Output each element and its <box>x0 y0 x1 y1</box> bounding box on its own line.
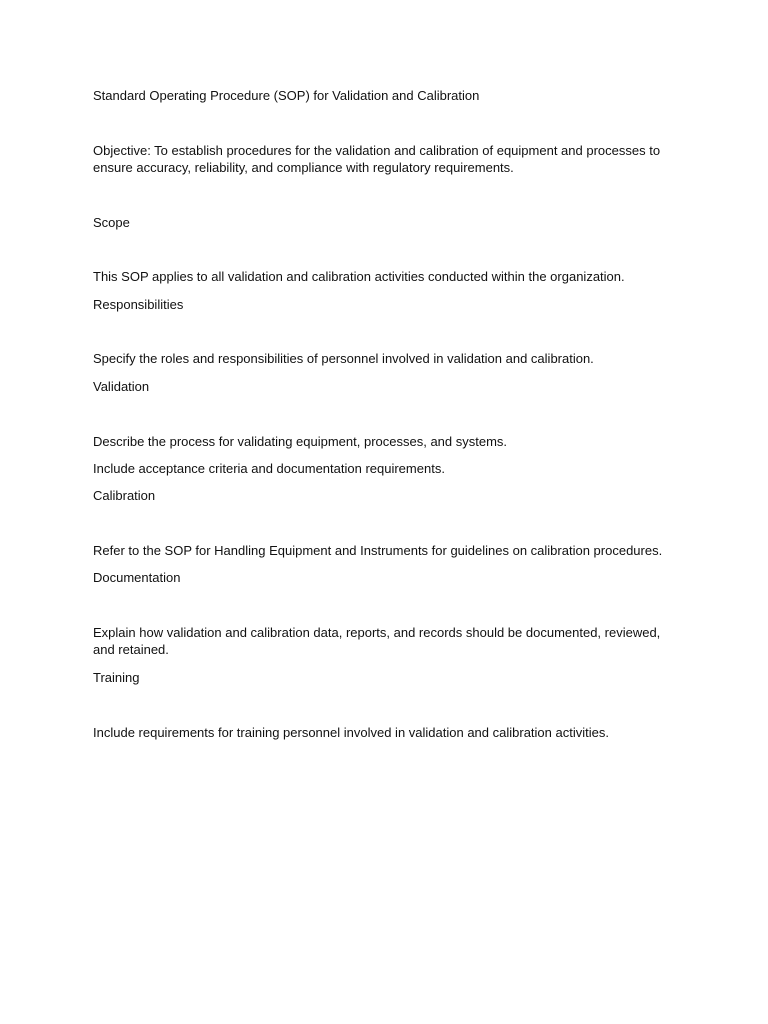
document-title: Standard Operating Procedure (SOP) for Validation and Calibration <box>93 88 480 103</box>
documentation-heading: Documentation <box>93 570 181 585</box>
training-text: Include requirements for training personnel involved in validation and calibration activities. <box>93 725 609 740</box>
calibration-text: Refer to the SOP for Handling Equipment and Instruments for guidelines on calibration procedures. <box>93 543 663 558</box>
scope-heading: Scope <box>93 215 130 230</box>
responsibilities-heading: Responsibilities <box>93 297 184 312</box>
objective-paragraph: Objective: To establish procedures for the validation and calibration of equipment and processes to ensure accuracy, reliability, and compliance with regulatory requirements. <box>93 143 661 175</box>
training-heading: Training <box>93 670 140 685</box>
validation-text-criteria: Include acceptance criteria and documentation requirements. <box>93 461 445 476</box>
validation-heading: Validation <box>93 379 150 394</box>
validation-text-process: Describe the process for validating equipment, processes, and systems. <box>93 434 508 449</box>
responsibilities-text: Specify the roles and responsibilities of personnel involved in validation and calibration. <box>93 351 594 366</box>
scope-text: This SOP applies to all validation and calibration activities conducted within the organization. <box>93 269 625 284</box>
documentation-text: Explain how validation and calibration data, reports, and records should be documented, reviewed, and retained. <box>93 625 661 657</box>
calibration-heading: Calibration <box>93 488 156 503</box>
